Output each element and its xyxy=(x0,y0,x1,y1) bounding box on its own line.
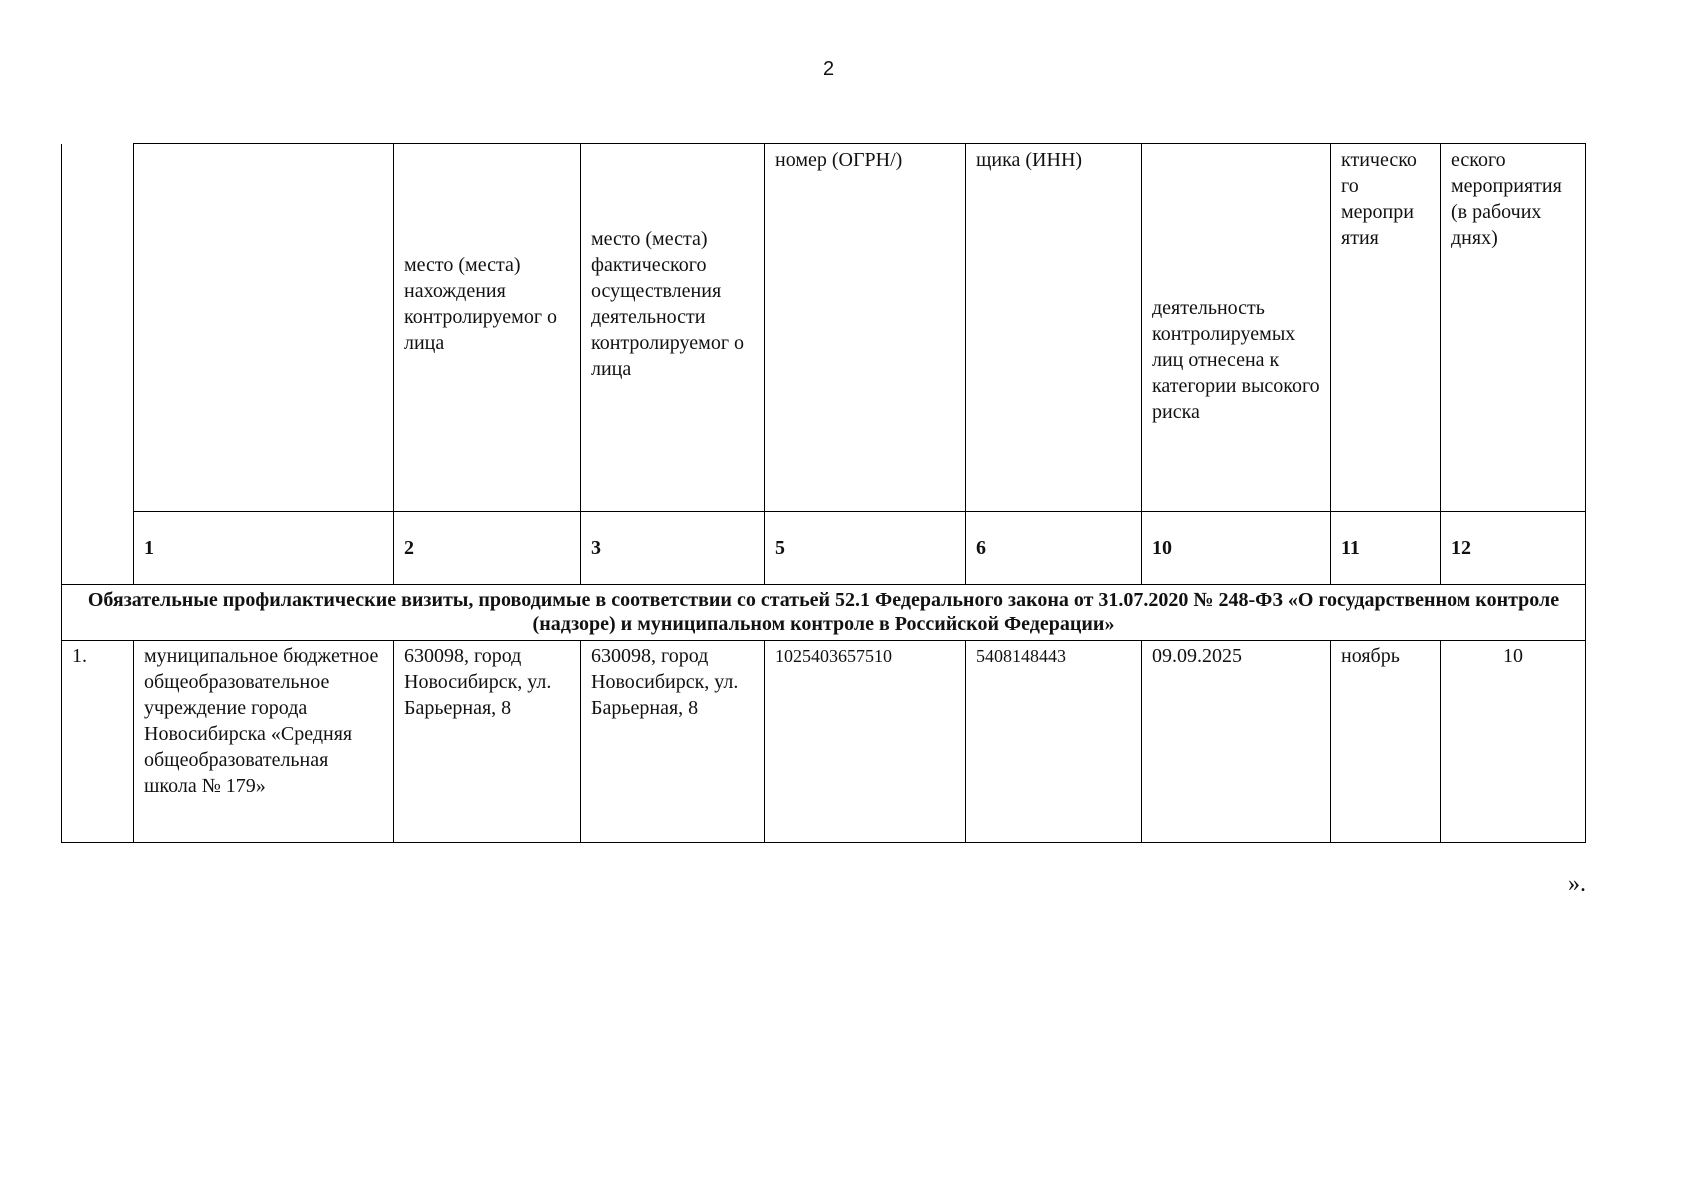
column-number: 11 xyxy=(1331,511,1441,585)
row-ogrn: 1025403657510 xyxy=(765,640,966,842)
column-number: 1 xyxy=(134,511,394,585)
row-activity-location: 630098, город Новосибирск, ул. Барьерная, 8 xyxy=(581,640,765,842)
header-text-inn: щика (ИНН) xyxy=(976,149,1083,171)
column-number: 3 xyxy=(581,511,765,585)
header-cell-inn xyxy=(966,144,1142,512)
column-number: 10 xyxy=(1142,511,1331,585)
row-date: 09.09.2025 xyxy=(1142,640,1331,842)
row-days: 10 xyxy=(1441,640,1586,842)
row-location: 630098, город Новосибирск, ул. Барьерная, 8 xyxy=(394,640,581,842)
page-number: 2 xyxy=(823,58,835,80)
row-inn: 5408148443 xyxy=(966,640,1142,842)
column-number: 5 xyxy=(765,511,966,585)
column-number: 2 xyxy=(394,511,581,585)
header-text-days: еского мероприятия (в рабочих днях) xyxy=(1451,149,1562,249)
table-row xyxy=(62,640,1586,842)
header-row xyxy=(62,144,1586,512)
row-organization-name: муниципальное бюджетное общеобразовательное учреждение города Новосибирска «Средняя общеобразовательная школа № 179» xyxy=(134,640,394,842)
header-cell-risk xyxy=(1142,144,1331,512)
header-cell-days xyxy=(1441,144,1586,512)
row-index: 1. xyxy=(62,640,134,842)
column-number: 12 xyxy=(1441,511,1586,585)
section-row xyxy=(62,585,1586,640)
header-text-month: ктическо го меропри ятия xyxy=(1341,149,1417,249)
inspection-plan-table xyxy=(61,143,1586,843)
header-text-risk: деятельность контролируемых лиц отнесена к категории высокого риска xyxy=(1152,297,1320,424)
section-title: Обязательные профилактические визиты, проводимые в соответствии со статьей 52.1 Федерального закона от 31.07.2020 № 248-ФЗ «О государственном контроле (надзоре) и муниципальном контроле в Российской Федерации» xyxy=(62,585,1586,640)
closing-quote-mark: ». xyxy=(1568,871,1586,897)
column-number-row xyxy=(62,511,1586,585)
header-cell-location xyxy=(394,144,581,512)
column-number: 6 xyxy=(966,511,1142,585)
header-text-activity-location: место (места) фактического осуществления деятельности контролируемог о лица xyxy=(591,228,745,381)
header-cell-month xyxy=(1331,144,1441,512)
header-cell-ogrn xyxy=(765,144,966,512)
header-text-ogrn: номер (ОГРН/) xyxy=(775,149,903,171)
header-cell-index xyxy=(62,144,134,585)
header-text-location: место (места) нахождения контролируемог о лица xyxy=(404,254,558,355)
row-month: ноябрь xyxy=(1331,640,1441,842)
header-cell-name xyxy=(134,144,394,512)
header-cell-activity-location xyxy=(581,144,765,512)
